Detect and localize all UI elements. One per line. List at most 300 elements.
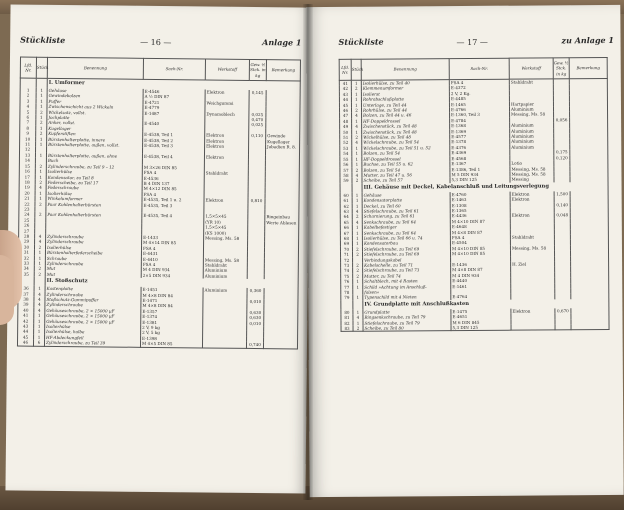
table-cell: 12 [20, 147, 36, 153]
table-cell: 1 [36, 136, 47, 142]
table-cell: 2×5 DIN 934 [141, 273, 203, 279]
table-cell: 11 [20, 142, 36, 148]
table-cell: E-4504 [450, 240, 510, 246]
table-cell: 25 [19, 217, 35, 223]
section-heading: III. Gehäuse mit Deckel, Kabelanschluß und Leitungsverlegung [362, 182, 608, 193]
table-cell: 0,630 [247, 315, 264, 321]
table-cell: 1 [34, 324, 45, 330]
table-cell: E-1386, Teil 1 [450, 166, 510, 172]
table-cell: 1 [352, 119, 362, 124]
table-cell: 1 [352, 156, 362, 161]
left-page-annex: Anlage 1 [262, 37, 302, 48]
table-cell: Bürstenhalterplatte, außen, ohne [46, 153, 142, 159]
table-cell: 1 [20, 88, 36, 94]
table-cell: Aluminium [510, 128, 554, 134]
table-cell: E-4784 [450, 118, 510, 124]
table-cell: 44 [18, 329, 34, 335]
table-cell: 0,140 [554, 202, 570, 208]
table-cell: FSA 4 [142, 192, 204, 198]
column-header: Gew. ½ Stck. in kg [553, 58, 569, 79]
table-cell: Messing, Ms. 58 [510, 112, 554, 118]
table-cell: 2 [34, 244, 45, 250]
table-cell: 69 [340, 241, 352, 246]
table-cell: E-1471 [141, 298, 203, 304]
table-cell: 5 [20, 109, 36, 115]
column-header: Werkstoff [205, 59, 249, 80]
table-cell: 46 [339, 108, 351, 113]
table-cell: E-4764 [451, 294, 511, 300]
table-cell: M 3×26 DIN 85 [142, 165, 204, 171]
table-cell: 0,740 [246, 342, 263, 348]
table-cell: M 6 DIN 845 [451, 319, 511, 325]
table-cell: Zwischenstück, zu Teil 48 [362, 123, 450, 129]
table-cell: Gehäuseschraube, 2 × 15000 µF [45, 318, 141, 324]
table-cell: 4 [35, 234, 46, 240]
table-cell: M 5 DIN 934 [450, 172, 510, 178]
table-cell: 1 [351, 97, 361, 102]
table-cell: 24 [19, 212, 35, 218]
table-cell: E-4546 [143, 89, 205, 95]
table-cell: 74 [341, 268, 353, 273]
table-cell: 2 [352, 214, 362, 219]
table-cell: 2 [35, 212, 46, 218]
table-cell: E-4536 [142, 175, 204, 181]
table-cell: 35 [18, 271, 34, 277]
table-cell: 23 [19, 206, 35, 212]
table-cell: 8 [20, 125, 36, 131]
table-cell: 62 [340, 203, 352, 208]
table-cell: 60 [340, 193, 352, 198]
table-cell: 3 [20, 98, 36, 104]
table-cell: Zylinderschraube [46, 234, 142, 240]
column-header: Sach-Nr. [143, 58, 205, 80]
table-cell: 1 [353, 320, 363, 325]
table-cell: 4 [352, 209, 362, 214]
table-cell: 2 [36, 109, 47, 115]
table-cell: E-1465 [449, 101, 509, 107]
table-cell: 32 [18, 255, 34, 261]
table-cell: 4 [34, 308, 45, 314]
table-cell: Scheibe, zu Teil 80 [363, 325, 451, 332]
table-row [341, 324, 609, 332]
table-cell: 1 [34, 250, 45, 256]
table-cell: 5,3 DIN 125 [451, 325, 511, 331]
table-cell: 83 [341, 326, 353, 332]
table-cell: Elektron [204, 154, 248, 160]
table-cell: 2 [353, 263, 363, 268]
table-cell: 20 [19, 190, 35, 196]
table-cell: Gewinde [266, 133, 300, 139]
table-cell: Aluminium [203, 268, 247, 274]
table-cell: Ringeinbau [265, 214, 299, 220]
table-cell: 2 [353, 274, 363, 279]
table-cell: 44 [339, 97, 351, 102]
table-cell: Isolierhülse, halbe [45, 329, 141, 335]
table-cell: 0,670 [555, 308, 571, 314]
table-cell: 2 [351, 86, 361, 91]
table-cell: Wickelsatz, vollst. [47, 109, 143, 115]
table-cell: 1 [35, 190, 46, 196]
section-heading: II. Stoßschutz [45, 277, 298, 289]
table-cell [202, 342, 246, 348]
table-cell: 29 [19, 239, 35, 245]
table-cell: E-1461 [451, 283, 511, 289]
table-cell: Bolzen, zu Teil 44 u. 46 [362, 113, 450, 119]
table-cell: 0,470 [249, 117, 266, 123]
table-cell: Rohrabschlußplatte [361, 96, 449, 102]
table-cell: 4 [34, 297, 45, 303]
table-cell: 4 [34, 291, 45, 297]
table-cell: 1 [36, 88, 47, 94]
table-cell: 45 [18, 334, 34, 340]
table-cell: Schraube [45, 255, 141, 261]
table-cell: 4 [352, 124, 362, 129]
right-parts-table [339, 57, 610, 332]
table-cell: E-1381 [141, 319, 203, 325]
table-cell: Jabadien R. 8. [266, 144, 300, 150]
table-cell: Messing, Ms. 58 [510, 245, 554, 251]
table-cell: M 4×12 DIN 85 [142, 186, 204, 192]
table-cell: 48 [340, 119, 352, 124]
table-cell: 1 [36, 93, 47, 99]
table-cell: E-4535, Teil 3 [142, 202, 204, 208]
table-cell: 2 [351, 108, 361, 113]
table-cell: 53 [340, 146, 352, 151]
column-header: Benennung [361, 59, 449, 81]
table-cell: 0,145 [249, 90, 266, 96]
table-cell: Federscheibe, zu Teil 17 [46, 180, 142, 186]
table-cell: Isolierst [361, 91, 449, 97]
table-cell: 4 [35, 185, 46, 191]
table-cell: 1 [353, 310, 363, 315]
column-header: Benennung [47, 57, 143, 79]
table-cell: E-1451 [141, 287, 203, 293]
table-cell: Messing, Ms. 58 [204, 235, 248, 241]
section-heading-spacer [36, 78, 47, 88]
table-cell: A ½ DIN 87 [143, 94, 205, 100]
table-cell: 1 [35, 196, 46, 202]
table-cell: Elektron [204, 198, 248, 204]
table-cell: 71 [341, 252, 353, 257]
table-cell: 82 [341, 320, 353, 325]
table-cell: 41 [339, 80, 351, 86]
table-cell: 45 [339, 102, 351, 107]
table-cell: 1 [351, 92, 361, 97]
table-cell: Bolzen, zu Teil 54 [362, 167, 450, 173]
table-cell: 1 [352, 146, 362, 151]
table-cell: 2 [35, 180, 46, 186]
table-cell: 1 [34, 261, 45, 267]
table-cell: 0,025 [249, 112, 266, 118]
table-cell: 2 [36, 120, 47, 126]
table-cell: 50 [340, 129, 352, 134]
table-cell: Paar Kohlenhalterbürsten [46, 212, 142, 218]
table-cell: 51 [340, 135, 352, 140]
table-cell: Aluminium [510, 144, 554, 150]
table-cell: M 4×5 DIN 85 [140, 341, 202, 348]
table-cell: E-1436 [451, 262, 511, 268]
table-cell: 0,110 [249, 133, 266, 139]
table-cell: E-4577 [450, 134, 510, 140]
table-cell: E-1365 [450, 208, 510, 214]
table-cell: 1 [34, 255, 45, 261]
table-cell: M 4×8 DIN 87 [451, 267, 511, 273]
table-cell [571, 324, 609, 330]
table-cell: 1 [353, 284, 363, 289]
table-cell: 1 [352, 236, 362, 241]
table-cell: 1 [351, 102, 361, 107]
table-cell: 1 [34, 286, 45, 292]
table-cell: E-4538, Teil 1 [143, 132, 205, 138]
table-cell: E-4535, Teil 4 [142, 213, 204, 219]
table-cell: 13 [19, 152, 35, 158]
table-cell: Kugellager [47, 126, 143, 132]
table-cell: 1 [353, 295, 363, 300]
table-cell: Mutter, zu Teil 47 u. 56 [362, 172, 450, 178]
table-cell: Elektron [510, 191, 554, 197]
table-cell [511, 324, 555, 330]
table-cell: E-4651 [451, 314, 511, 320]
table-cell: M 4×8 DIN 87 [450, 229, 510, 235]
table-cell: Kondensatorbau [362, 240, 450, 246]
table-cell: Kabelschelle, zu Teil 71 [363, 262, 451, 268]
table-cell: Elektron [205, 133, 249, 139]
table-cell: 67 [340, 230, 352, 235]
table-cell [263, 342, 297, 348]
column-header: Gew. ½ Stck. in kg [249, 59, 266, 80]
table-cell: Buch [46, 158, 142, 164]
table-cell: 57 [340, 167, 352, 172]
table-cell: 2 [352, 246, 362, 251]
table-cell: 61 [340, 198, 352, 203]
table-cell: E-4410 [141, 256, 203, 262]
table-cell: Zylinderschraube [45, 291, 141, 297]
table-cell: E-1463 [450, 197, 510, 203]
table-cell: E-1487 [143, 110, 205, 116]
section-heading-spacer [20, 78, 36, 88]
table-cell: 1,500 [554, 191, 570, 197]
table-cell: Winkelumformer [46, 196, 142, 202]
table-cell: 0,175 [554, 150, 570, 156]
table-cell: Gehäuse [47, 88, 143, 94]
table-cell: Scharnierung, zu Teil 61 [362, 213, 450, 219]
table-cell: 17 [19, 174, 35, 180]
table-cell: Puffer [47, 99, 143, 105]
table-cell: 2 V, 2 Kg. [449, 90, 509, 96]
table-cell: FSA 4 [142, 170, 204, 176]
table-cell: 26 [19, 223, 35, 229]
table-cell: Wickelhülse, zu Teil 48 [362, 134, 450, 140]
table-cell: Schaltblech, mit 4 Rasten [363, 278, 451, 284]
section-heading: I. Umformer [47, 78, 300, 90]
table-cell: Weichgummi [205, 100, 249, 106]
table-cell: E-4535, Teil 1 u. 2 [142, 197, 204, 203]
table-cell: 2 [35, 163, 46, 169]
table-cell: Isolierhülse, zu Teil 40 [361, 80, 449, 87]
table-cell: 1 [352, 192, 362, 197]
table-cell: 73 [341, 263, 353, 268]
table-cell: 1 [36, 115, 47, 121]
section-heading-spacer [340, 184, 352, 193]
table-cell: Deckel, zu Teil 60 [362, 203, 450, 209]
column-header: Sach-Nr. [449, 58, 509, 79]
table-cell: 75 [341, 274, 353, 279]
table-cell: Typenschild mit 4 Nieten [363, 295, 451, 301]
table-cell: Aluminium [203, 273, 247, 279]
table-cell: 2 [353, 326, 363, 332]
table-cell: 55 [340, 156, 352, 161]
table-cell: Zylinderschraube [45, 302, 141, 308]
table-cell: Scheibe, zu Teil 57 [362, 177, 450, 183]
table-cell: Kondensatorplatte [362, 197, 450, 203]
table-cell: 43 [18, 324, 34, 330]
table-cell: 1 [352, 203, 362, 208]
column-header: Lfd. Nr. [20, 57, 36, 78]
table-cell: 18 [19, 179, 35, 185]
table-cell: 0,630 [247, 310, 264, 316]
table-cell: M 4 DIN 934 [451, 272, 511, 278]
table-cell: 78 [341, 290, 353, 295]
table-cell: 1 [36, 99, 47, 105]
table-cell: 1 [353, 279, 363, 284]
table-cell: Elektron [205, 89, 249, 95]
table-cell: 81 [341, 315, 353, 320]
table-cell: 52 [340, 140, 352, 145]
table-cell: E-1475 [451, 309, 511, 315]
table-cell: 72 [341, 257, 353, 262]
table-cell: 27 [19, 228, 35, 234]
table-cell: Zylinderschraube, zu Teil 9 – 12 [46, 164, 142, 170]
table-cell: 64 [340, 214, 352, 219]
table-cell: Verbindungskabel [363, 257, 451, 263]
left-page-title: Stückliste [20, 34, 66, 46]
table-cell: 1 [35, 169, 46, 175]
table-cell: Aluminium [509, 106, 553, 112]
column-header: Bemerkung [266, 60, 300, 81]
table-cell: HF-Doppeldrossel [362, 118, 450, 124]
table-cell: E-1360, Teil 3 [450, 112, 510, 118]
table-cell: 1 [34, 329, 45, 335]
table-cell: 46 [17, 340, 33, 346]
table-cell: 0,048 [554, 213, 570, 219]
table-cell: Grundplatte [363, 309, 451, 315]
table-cell: M 4 DIN 934 [141, 267, 203, 273]
table-cell: Klemmenumformer [361, 86, 449, 92]
right-page-title: Stückliste [338, 36, 384, 47]
table-cell: E-1369 [450, 128, 510, 134]
table-cell: 1 [35, 174, 46, 180]
left-table-header [20, 57, 300, 81]
table-cell: E-4721 [143, 100, 205, 106]
table-cell: M 4×10 DIN 85 [450, 245, 510, 251]
table-cell: FSA 4 [141, 246, 203, 252]
table-cell: Messing, Ms. 58 [510, 166, 554, 172]
thumb-shadow [0, 255, 14, 325]
table-cell: Elektron [205, 138, 249, 144]
table-cell: 2 [20, 93, 36, 99]
table-cell: 4 [352, 140, 362, 145]
table-cell: Hartpapier [509, 101, 553, 107]
table-cell: Isolierhülse [45, 245, 141, 251]
table-cell: Isolierhülse [45, 324, 141, 330]
table-cell: 0,360 [247, 288, 264, 294]
column-header: Stück [36, 57, 47, 78]
table-cell: E-4648 [450, 224, 510, 230]
table-cell: 66 [340, 225, 352, 230]
table-cell: 33 [18, 261, 34, 267]
table-cell: HF-Doppeldrossel [362, 156, 450, 162]
table-cell: M 4×10 DIN 85 [451, 251, 511, 257]
table-cell: 2 [352, 135, 362, 140]
table-cell: Lotio [510, 160, 554, 166]
table-cell: HF-Abdeckungfeil [45, 335, 141, 341]
section-heading-spacer [341, 301, 353, 310]
table-cell: Buchse, zu Teil 55 u. 62 [362, 161, 450, 167]
table-cell: E-4568 [450, 155, 510, 161]
table-cell: Stoßschutz-Gummipuffer [45, 297, 141, 303]
table-cell: 37 [18, 291, 34, 297]
table-cell: Gehäuseschraube, 2 × 15000 µF [45, 313, 141, 319]
table-cell: (KS 1000) [204, 230, 248, 236]
right-page-annex: zu Anlage 1 [561, 34, 615, 46]
table-cell: Aluminium [510, 133, 554, 139]
table-cell: Kondensator, zu Teil 8 [46, 174, 142, 180]
table-cell [555, 324, 571, 330]
table-cell: FSA 4 [450, 235, 510, 241]
table-cell: Wickelschraube, zu Teil 54 [362, 140, 450, 146]
table-cell: Stiefelschraube, zu Teil 69 [363, 251, 451, 257]
table-cell: Stahldraht [509, 79, 553, 85]
table-cell: 4 [20, 104, 36, 110]
table-cell: falsen« [363, 289, 451, 295]
table-cell: Mut [45, 272, 141, 278]
table-cell: Dynamoblech [205, 111, 249, 117]
table-cell: E-4538, Teil 2 [143, 137, 205, 143]
table-cell: 28 [19, 234, 35, 240]
table-cell: E-1357 [141, 309, 203, 315]
table-cell: Zylinderschraube, zu Teil 39 [44, 340, 140, 347]
table-cell: 4 [352, 219, 362, 224]
left-page [5, 4, 310, 493]
table-cell: Federschraube [46, 185, 142, 191]
table-cell: E-4376 [450, 145, 510, 151]
table-cell: Kupferstiften [47, 131, 143, 137]
table-cell: E-4760 [450, 191, 510, 197]
table-cell: Zylinderschraube [45, 261, 141, 267]
table-cell: Schild »Achtung im Anschluß- [363, 284, 451, 290]
table-cell: B 4 DIN 137 [142, 181, 204, 187]
table-cell: 2 [34, 266, 45, 272]
table-cell: Gehäuseschraube, 2 × 15000 µF [45, 308, 141, 314]
table-cell: 79 [341, 295, 353, 300]
table-cell: Bürstenhalterplatte, außen, vollst. [47, 142, 143, 148]
table-cell: Gehäuse [362, 192, 450, 198]
table-cell: 1 [35, 153, 46, 159]
table-cell: Rohrhülse, zu Teil 44 [361, 107, 449, 113]
table-cell: Kugellager [266, 139, 300, 145]
table-cell: E-1398 [141, 336, 203, 342]
table-cell: 68 [340, 236, 352, 241]
table-cell: Isolierhülse [46, 169, 142, 175]
table-cell: Elektron [511, 308, 555, 314]
table-cell: E-4440 [451, 278, 511, 284]
table-cell: 5,3 DIN 125 [450, 177, 510, 183]
table-cell: 43 [339, 92, 351, 97]
table-cell: Jochplatte [47, 115, 143, 121]
table-cell: E-4766 [449, 107, 509, 113]
table-cell: 30 [18, 244, 34, 250]
table-cell: Messing, Ms. 58 [203, 257, 247, 263]
